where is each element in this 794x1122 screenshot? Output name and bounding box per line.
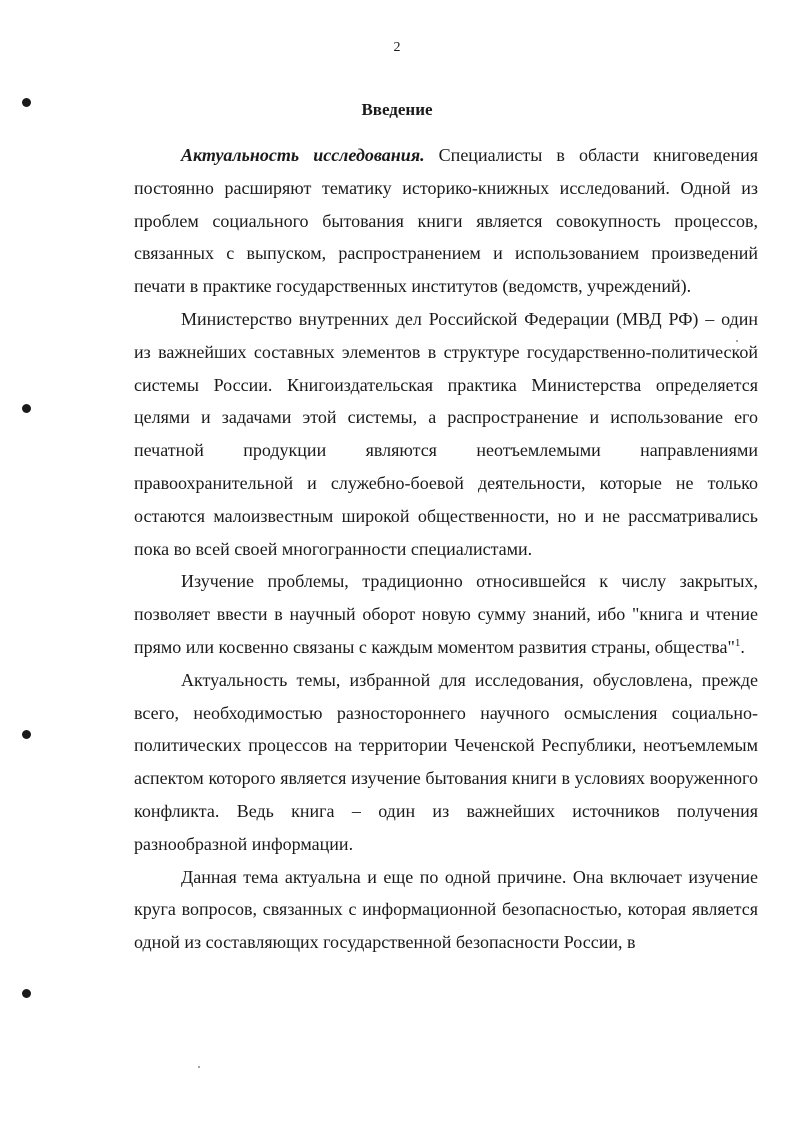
paragraph-tail: . xyxy=(740,636,745,657)
paragraph-text: Изучение проблемы, традиционно относившейся к числу закрытых, позволяет ввести в научный оборот новую сумму знаний, ибо "книга и чтение прямо или косвенно связаны с каждым моментом развития страны, общества" xyxy=(134,571,758,657)
body-text xyxy=(134,139,758,959)
page-number: 2 xyxy=(393,40,401,55)
paragraph-text: Специалисты в области книговедения постоянно расширяют тематику историко-книжных исследований. Одной из проблем социального бытования книги является совокупность процессов, связанных с выпуском, распространением и использованием произведений печати в практике государственных институтов (ведомств, учреждений). xyxy=(134,145,759,297)
scan-speck xyxy=(198,1066,200,1068)
section-heading xyxy=(0,100,794,120)
footnote-marker[interactable]: 1 xyxy=(734,636,741,649)
paragraph-text: Данная тема актуальна и еще по одной причине. Она включает изучение круга вопросов, связанных с информационной безопасностью, которая является одной из составляющих государственной безопасности России, в xyxy=(134,866,758,953)
punch-hole xyxy=(22,98,31,107)
punch-hole xyxy=(22,404,31,413)
paragraph-5 xyxy=(134,861,758,959)
paragraph-2 xyxy=(134,303,758,565)
paragraph-lead: Актуальность исследования. xyxy=(181,145,425,165)
paragraph-3 xyxy=(134,565,758,663)
section-heading-text: Введение xyxy=(361,100,433,119)
punch-hole xyxy=(22,989,31,998)
paragraph-1 xyxy=(134,139,758,303)
punch-hole xyxy=(22,730,31,739)
paragraph-4 xyxy=(134,664,758,861)
paragraph-text: Министерство внутренних дел Российской Федерации (МВД РФ) – один из важнейших составных элементов в структуре государственно-политической системы России. Книгоиздательская практика Министерства определяется целями и задачами этой системы, а распространение и использование его печатной продукции являются неотъемлемыми направлениями правоохранительной и служебно-боевой деятельности, которые не только остаются малоизвестным широкой общественности, но и не рассматривались пока во всей своей многогранности специалистами. xyxy=(134,308,758,559)
paragraph-text: Актуальность темы, избранной для исследования, обусловлена, прежде всего, необходимостью разностороннего научного осмысления социально-политических процессов на территории Чеченской Республики, неотъемлемым аспектом которого является изучение бытования книги в условиях вооруженного конфликта. Ведь книга – один из важнейших источников получения разнообразной информации. xyxy=(134,669,758,854)
